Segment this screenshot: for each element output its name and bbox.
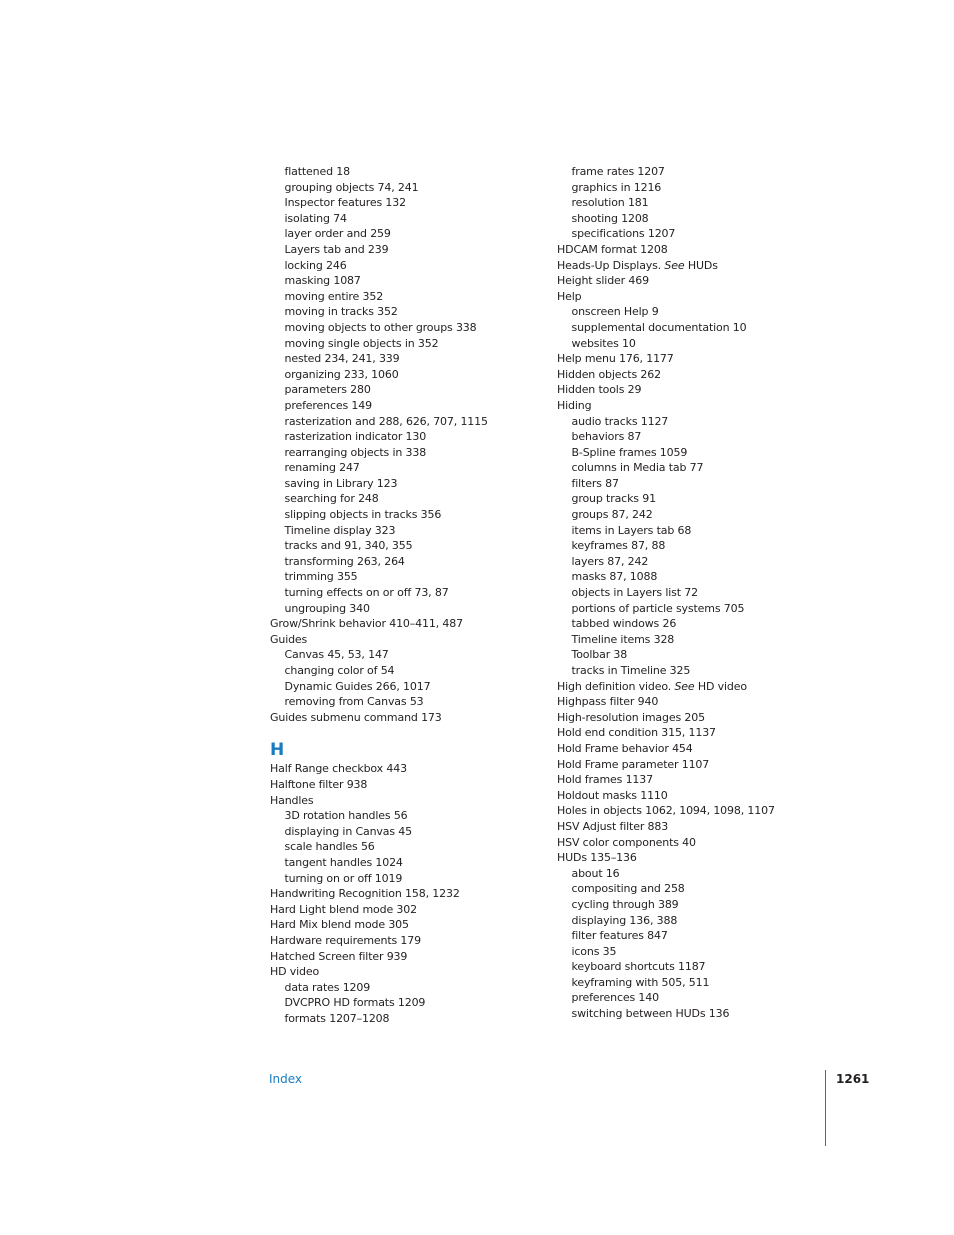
- index-subentry: rearranging objects in 338: [284, 445, 427, 459]
- see-target: HD video: [694, 679, 747, 693]
- index-subentry: graphics in 1216: [571, 180, 662, 194]
- index-subentry: DVCPRO HD formats 1209: [284, 996, 426, 1010]
- index-entry: HSV Adjust filter 883: [557, 819, 669, 833]
- index-subentry: displaying 136, 388: [571, 913, 678, 927]
- index-subentry: cycling through 389: [571, 897, 679, 911]
- index-subentry: turning effects on or off 73, 87: [284, 586, 449, 600]
- index-subentry: flattened 18: [284, 165, 350, 178]
- index-subentry: tabbed windows 26: [571, 617, 677, 631]
- index-entry: Hold frames 1137: [557, 773, 653, 787]
- index-subentry: formats 1207–1208: [284, 1011, 390, 1025]
- index-subentry: layer order and 259: [284, 227, 391, 241]
- index-entry: Holdout masks 1110: [557, 788, 668, 802]
- index-subentry: portions of particle systems 705: [571, 601, 745, 615]
- index-subentry: compositing and 258: [571, 882, 685, 896]
- index-subentry: keyframes 87, 88: [571, 539, 666, 553]
- index-subentry: websites 10: [571, 336, 636, 350]
- index-entry: [557, 258, 827, 274]
- footer-divider: [825, 1070, 826, 1146]
- see-reference: See: [664, 258, 685, 272]
- index-subentry: tracks in Timeline 325: [571, 664, 691, 677]
- entry-text: Heads-Up Displays.: [557, 258, 665, 272]
- index-subentry: Toolbar 38: [571, 648, 628, 662]
- index-entry: High-resolution images 205: [557, 710, 705, 724]
- index-entry: HDCAM format 1208: [557, 242, 668, 256]
- index-subentry: Layers tab and 239: [284, 242, 389, 256]
- index-subentry: behaviors 87: [571, 430, 642, 444]
- index-subentry: masking 1087: [284, 274, 361, 288]
- index-subentry: locking 246: [284, 258, 347, 272]
- index-entry: HSV color components 40: [557, 835, 696, 849]
- index-subentry: about 16: [571, 866, 620, 880]
- index-subentry: changing color of 54: [284, 664, 395, 677]
- index-entry: Hard Light blend mode 302: [270, 902, 417, 916]
- index-letter-heading: H: [270, 740, 285, 761]
- index-entry: Handles: [270, 793, 314, 807]
- index-subentry: specifications 1207: [571, 227, 676, 241]
- index-subentry: moving single objects in 352: [284, 336, 439, 350]
- index-column-right: [557, 164, 827, 1022]
- index-subentry: onscreen Help 9: [571, 305, 659, 319]
- index-subentry: moving objects to other groups 338: [284, 320, 477, 334]
- index-entry: Highpass filter 940: [557, 695, 659, 709]
- index-subentry: moving entire 352: [284, 289, 384, 303]
- index-subentry: columns in Media tab 77: [571, 461, 704, 475]
- index-subentry: displaying in Canvas 45: [284, 824, 413, 838]
- index-subentry: 3D rotation handles 56: [284, 809, 408, 823]
- index-subentry: Inspector features 132: [284, 196, 406, 210]
- index-subentry: parameters 280: [284, 383, 371, 397]
- index-entry: Hidden objects 262: [557, 367, 661, 381]
- index-subentry: Timeline display 323: [284, 523, 396, 537]
- index-subentry: Dynamic Guides 266, 1017: [284, 679, 431, 693]
- index-subentry: slipping objects in tracks 356: [284, 508, 442, 522]
- entry-text: High definition video.: [557, 679, 675, 693]
- index-entry: Grow/Shrink behavior 410–411, 487: [270, 617, 463, 631]
- index-subentry: B-Spline frames 1059: [571, 445, 688, 459]
- index-subentry: supplemental documentation 10: [571, 320, 747, 334]
- index-subentry: isolating 74: [284, 211, 347, 225]
- see-reference: See: [674, 679, 695, 693]
- index-subentry: organizing 233, 1060: [284, 367, 399, 381]
- index-entry: Hiding: [557, 398, 592, 412]
- index-entry: Hold Frame parameter 1107: [557, 757, 710, 771]
- index-subentry: icons 35: [571, 944, 617, 958]
- page-number: 1261: [836, 1072, 870, 1086]
- index-entry: Halftone filter 938: [270, 777, 368, 791]
- index-subentry: renaming 247: [284, 461, 360, 475]
- index-subentry: group tracks 91: [571, 492, 656, 506]
- index-subentry: rasterization indicator 130: [284, 430, 427, 444]
- index-subentry: keyboard shortcuts 1187: [571, 960, 706, 974]
- index-subentry: Timeline items 328: [571, 632, 675, 646]
- index-subentry: Canvas 45, 53, 147: [284, 648, 389, 662]
- footer-section-label: Index: [269, 1072, 303, 1086]
- index-subentry: preferences 149: [284, 398, 372, 412]
- index-subentry: rasterization and 288, 626, 707, 1115: [284, 414, 488, 428]
- index-subentry: items in Layers tab 68: [571, 523, 692, 537]
- index-entry: Hardware requirements 179: [270, 933, 421, 947]
- index-subentry: preferences 140: [571, 991, 659, 1005]
- index-entry: HUDs 135–136: [557, 851, 637, 865]
- index-subentry: masks 87, 1088: [571, 570, 658, 584]
- index-entry: Help: [557, 289, 582, 303]
- index-subentry: moving in tracks 352: [284, 305, 398, 319]
- index-entry: [557, 679, 827, 695]
- index-entry: HD video: [270, 965, 320, 979]
- index-subentry: turning on or off 1019: [284, 871, 403, 885]
- index-entry: Hidden tools 29: [557, 383, 642, 397]
- index-subentry: audio tracks 1127: [571, 414, 669, 428]
- index-subentry: transforming 263, 264: [284, 554, 405, 568]
- index-subentry: shooting 1208: [571, 211, 649, 225]
- index-entry: Hold end condition 315, 1137: [557, 726, 716, 740]
- index-subentry: searching for 248: [284, 492, 379, 506]
- index-entry: Hatched Screen filter 939: [270, 949, 408, 963]
- index-subentry: trimming 355: [284, 570, 358, 584]
- index-subentry: saving in Library 123: [284, 476, 398, 490]
- index-entry: Hold Frame behavior 454: [557, 741, 693, 755]
- index-subentry: scale handles 56: [284, 840, 375, 854]
- index-subentry: tangent handles 1024: [284, 855, 403, 869]
- index-subentry: filter features 847: [571, 929, 668, 943]
- index-subentry: removing from Canvas 53: [284, 695, 424, 709]
- index-entry: Guides: [270, 632, 308, 646]
- index-entry: Hard Mix blend mode 305: [270, 918, 409, 932]
- index-entry: Height slider 469: [557, 274, 649, 288]
- index-subentry: keyframing with 505, 511: [571, 975, 710, 989]
- index-entry: Handwriting Recognition 158, 1232: [270, 887, 460, 901]
- index-subentry: resolution 181: [571, 196, 649, 210]
- index-subentry: ungrouping 340: [284, 601, 370, 615]
- index-entry: Help menu 176, 1177: [557, 352, 674, 366]
- index-subentry: layers 87, 242: [571, 554, 649, 568]
- see-target: HUDs: [684, 258, 718, 272]
- index-subentry: nested 234, 241, 339: [284, 352, 400, 366]
- index-subentry: groups 87, 242: [571, 508, 653, 522]
- index-subentry: data rates 1209: [284, 980, 371, 994]
- index-subentry: objects in Layers list 72: [571, 586, 698, 600]
- index-entry: Holes in objects 1062, 1094, 1098, 1107: [557, 804, 775, 818]
- index-subentry: grouping objects 74, 241: [284, 180, 419, 194]
- index-subentry: switching between HUDs 136: [571, 1007, 730, 1021]
- index-entry: Guides submenu command 173: [270, 710, 442, 724]
- index-subentry: filters 87: [571, 476, 619, 490]
- index-entry: Half Range checkbox 443: [270, 762, 407, 776]
- index-column-left: [270, 164, 540, 1026]
- index-subentry: tracks and 91, 340, 355: [284, 539, 413, 553]
- index-subentry: frame rates 1207: [571, 165, 665, 178]
